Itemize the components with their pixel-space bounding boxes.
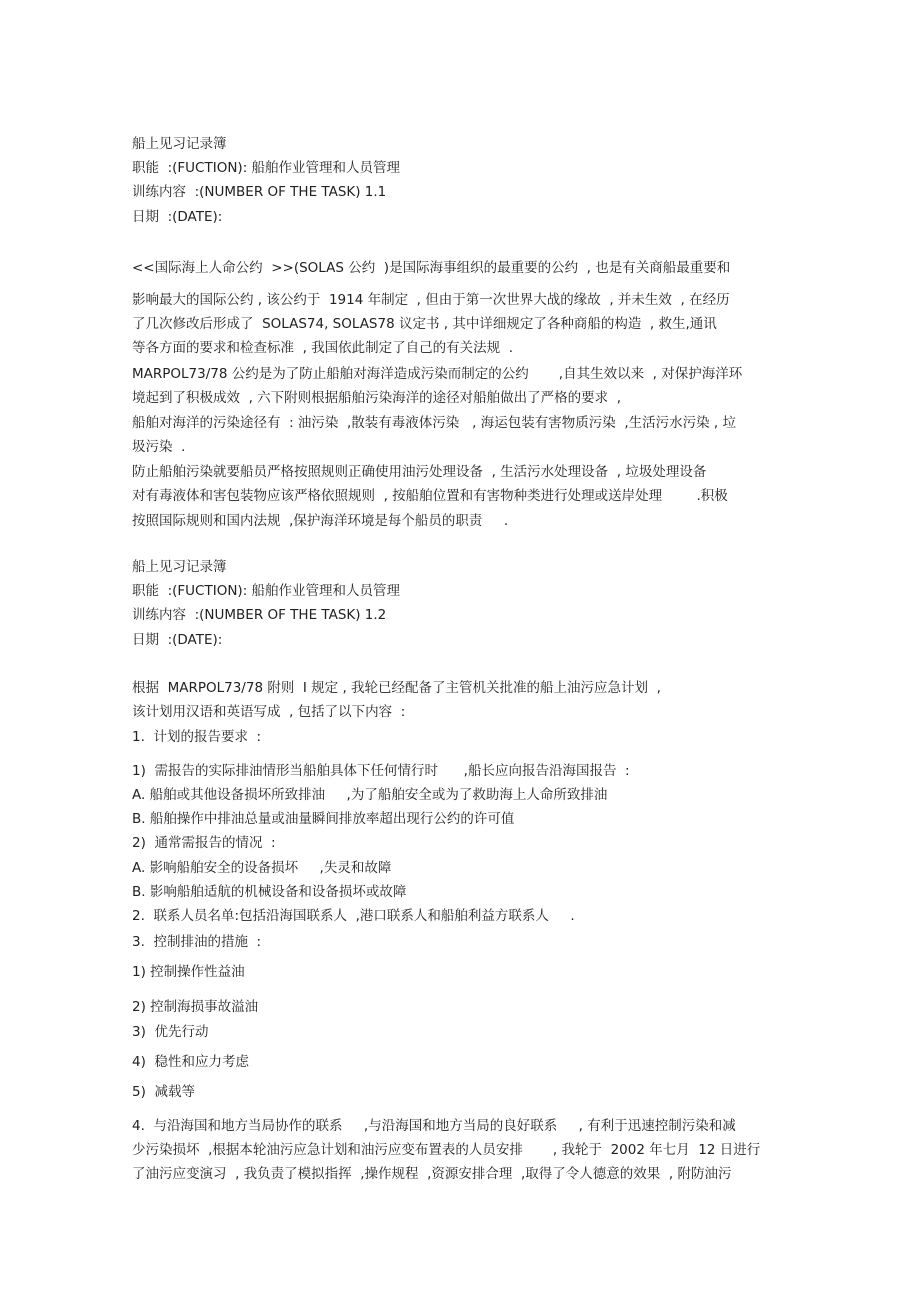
s1-line: 境起到了积极成效 , 六下附则根据船舶污染海洋的途径对船舶做出了严格的要求 , — [132, 390, 622, 406]
s2-line: 2) 控制海损事故溢油 — [132, 999, 259, 1015]
s2-line: B. 影响船舶适航的机械设备和设备损坏或故障 — [132, 884, 407, 900]
s2-task: 训练内容 :(NUMBER OF THE TASK) 1.2 — [132, 607, 387, 623]
s1-line: <<国际海上人命公约 >>(SOLAS 公约 )是国际海事组织的最重要的公约 , 也是有关商船最重要和 — [132, 260, 731, 276]
s2-line: A. 船舶或其他设备损坏所致排油 ,为了船舶安全或为了救助海上人命所致排油 — [132, 787, 608, 803]
s1-line: 船舶对海洋的污染途径有 : 油污染 ,散装有毒液体污染 , 海运包装有害物质污染 ,生活污水污染 , 垃 — [132, 415, 736, 431]
s1-function: 职能 :(FUCTION): 船舶作业管理和人员管理 — [132, 160, 401, 176]
s2-line: 1. 计划的报告要求 : — [132, 729, 262, 745]
s2-line: 5) 减载等 — [132, 1084, 195, 1100]
s2-line: 2. 联系人员名单:包括沿海国联系人 ,港口联系人和船舶利益方联系人 . — [132, 908, 575, 924]
s2-line: A. 影响船舶安全的设备损坏 ,失灵和故障 — [132, 860, 392, 876]
s2-line: 该计划用汉语和英语写成 , 包括了以下内容 : — [132, 704, 406, 720]
s1-line: MARPOL73/78 公约是为了防止船舶对海洋造成污染而制定的公约 ,自其生效以来 , 对保护海洋环 — [132, 366, 743, 382]
s2-line: 1) 需报告的实际排油情形当船舶具体下任何情行时 ,船长应向报告沿海国报告 : — [132, 763, 630, 779]
s2-line: 根据 MARPOL73/78 附则 I 规定 , 我轮已经配备了主管机关批准的船上油污应急计划 , — [132, 680, 661, 696]
s1-line: 影响最大的国际公约 , 该公约于 1914 年制定 , 但由于第一次世界大战的缘故 , 并未生效 , 在经历 — [132, 292, 730, 308]
s2-line: B. 船舶操作中排油总量或油量瞬间排放率超出现行公约的许可值 — [132, 811, 515, 827]
s1-line: 圾污染 . — [132, 439, 186, 455]
s2-line: 3. 控制排油的措施 : — [132, 934, 262, 950]
s2-function: 职能 :(FUCTION): 船舶作业管理和人员管理 — [132, 583, 401, 599]
s1-date: 日期 :(DATE): — [132, 209, 223, 225]
s1-title: 船上见习记录簿 — [132, 136, 227, 152]
s1-line: 等各方面的要求和检查标准 , 我国依此制定了自己的有关法规 . — [132, 340, 514, 356]
s2-line: 了油污应变演习 , 我负责了模拟指挥 ,操作规程 ,资源安排合理 ,取得了令人德意的效果 , 附防油污 — [132, 1166, 732, 1182]
s2-line: 4) 稳性和应力考虑 — [132, 1054, 249, 1070]
s1-line: 对有毒液体和害包装物应该严格依照规则 , 按船舶位置和有害物种类进行处理或送岸处理 .积极 — [132, 488, 728, 504]
s2-line: 1) 控制操作性益油 — [132, 964, 245, 980]
s1-line: 按照国际规则和国内法规 ,保护海洋环境是每个船员的职责 . — [132, 513, 509, 529]
s2-line: 4. 与沿海国和地方当局协作的联系 ,与沿海国和地方当局的良好联系 , 有利于迅速控制污染和减 — [132, 1118, 736, 1134]
s2-date: 日期 :(DATE): — [132, 632, 223, 648]
s1-line: 防止船舶污染就要船员严格按照规则正确使用油污处理设备 , 生活污水处理设备 , 垃圾处理设备 — [132, 464, 707, 480]
s2-line: 少污染损坏 ,根据本轮油污应急计划和油污应变布置表的人员安排 , 我轮于 2002 年七月 12 日进行 — [132, 1142, 761, 1158]
s2-line: 2) 通常需报告的情况 : — [132, 835, 276, 851]
s2-title: 船上见习记录簿 — [132, 559, 227, 575]
s2-line: 3) 优先行动 — [132, 1024, 209, 1040]
s1-line: 了几次修改后形成了 SOLAS74, SOLAS78 议定书 , 其中详细规定了各种商船的构造 , 救生,通讯 — [132, 316, 717, 332]
s1-task: 训练内容 :(NUMBER OF THE TASK) 1.1 — [132, 184, 387, 200]
